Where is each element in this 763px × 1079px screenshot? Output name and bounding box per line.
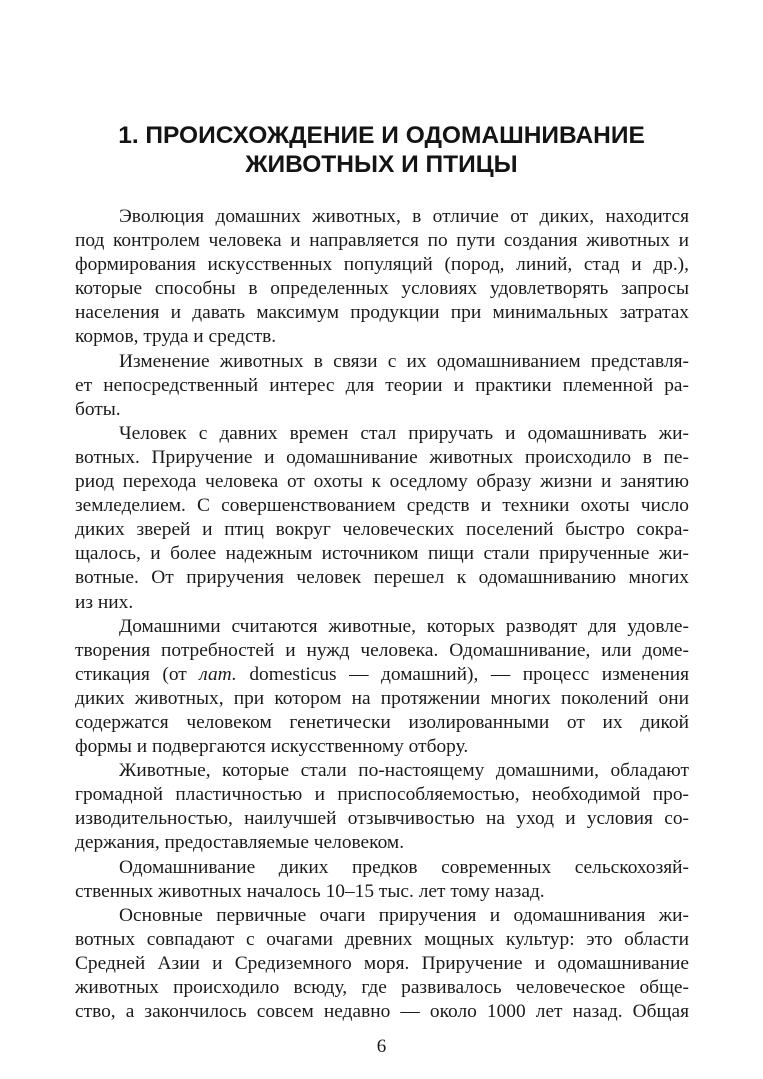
text-line: Домашними считаются животные, которых разводят для удовле- — [119, 615, 689, 637]
text-line: боты. — [75, 398, 121, 420]
text-line: вотные. От приручения человек перешел к одомашниванию многих — [75, 567, 689, 589]
text-line: Одомашнивание диких предков современных сельскохозяй- — [119, 856, 689, 878]
text-line: вотных совпадают с очагами древних мощных культур: это области — [75, 928, 689, 950]
text-line: животных происходило всюду, где развивалось человеческое обще- — [75, 977, 689, 998]
text-line: щалось, и более надежным источником пищи стали прирученные жи- — [75, 543, 689, 565]
chapter-title — [60, 121, 703, 179]
text-line: которые способны в определенных условиях удовлетворять запросы — [75, 278, 689, 300]
paragraph-1 — [75, 205, 689, 350]
paragraph-5 — [75, 759, 689, 855]
text-line: ственных животных началось 10–15 тыс. лет тому назад. — [75, 880, 545, 902]
text-line: громадной пластичностью и приспособляемостью, необходимой про- — [75, 784, 689, 806]
text-line: из них. — [75, 591, 134, 613]
paragraph-3 — [75, 422, 689, 615]
text-line: формы и подвергаются искусственному отбору. — [75, 736, 469, 758]
text-segment: — домашний), — процесс изменения — [349, 663, 689, 685]
text-line: ство, а закончилось совсем недавно — около 1000 лет назад. Общая — [75, 1001, 689, 1023]
text-line: кормов, труда и средств. — [75, 326, 277, 348]
chapter-title-line-2: ЖИВОТНЫХ И ПТИЦЫ — [245, 151, 518, 178]
text-line: Человек с давних времен стал приручать и одомашнивать жи- — [119, 422, 689, 444]
paragraph-7 — [75, 904, 689, 1024]
text-line-mixed — [75, 663, 689, 687]
paragraph-2 — [75, 350, 689, 422]
text-line: населения и давать максимум продукции при минимальных затратах — [75, 302, 689, 324]
text-line: формирования искусственных популяций (пород, линий, стад и др.), — [75, 254, 689, 276]
body-text — [75, 205, 689, 1024]
text-line: Животные, которые стали по-настоящему домашними, обладают — [119, 760, 689, 782]
text-line: земледелием. С совершенствованием средств и техники охоты число — [75, 495, 689, 517]
latin-term: domesticus — [249, 663, 337, 685]
chapter-title-line-1: 1. ПРОИСХОЖДЕНИЕ И ОДОМАШНИВАНИЕ — [118, 122, 645, 149]
text-line: риод перехода человека от охоты к оседлому образу жизни и занятию — [75, 471, 689, 493]
text-line: ет непосредственный интерес для теории и практики племенной ра- — [75, 374, 689, 396]
text-line: диких зверей и птиц вокруг человеческих поселений быстро сокра- — [75, 519, 689, 541]
text-line: Эволюция домашних животных, в отличие от диких, находится — [119, 206, 689, 227]
text-line: творения потребностей и нужд человека. Одомашнивание, или доме- — [75, 639, 689, 661]
paragraph-6 — [75, 856, 689, 904]
text-segment: стикация (от — [75, 663, 187, 685]
text-line: диких животных, при котором на протяжении многих поколений они — [75, 687, 689, 709]
text-line: Изменение животных в связи с их одомашниванием представля- — [119, 350, 689, 372]
latin-abbreviation: лат. — [199, 663, 237, 685]
text-line: под контролем человека и направляется по пути создания животных и — [75, 230, 689, 252]
text-line: держания, предоставляемые человеком. — [75, 832, 405, 854]
paragraph-4 — [75, 615, 689, 760]
text-line: содержатся человеком генетически изолированными от их дикой — [75, 711, 689, 733]
text-line: изводительностью, наилучшей отзывчивостью на уход и условия со- — [75, 808, 689, 830]
page-number: 6 — [376, 1036, 387, 1057]
text-line: вотных. Приручение и одомашнивание животных происходило в пе- — [75, 446, 689, 468]
text-line: Основные первичные очаги приручения и одомашнивания жи- — [119, 904, 689, 926]
text-line: Средней Азии и Средиземного моря. Приручение и одомашнивание — [75, 952, 689, 974]
